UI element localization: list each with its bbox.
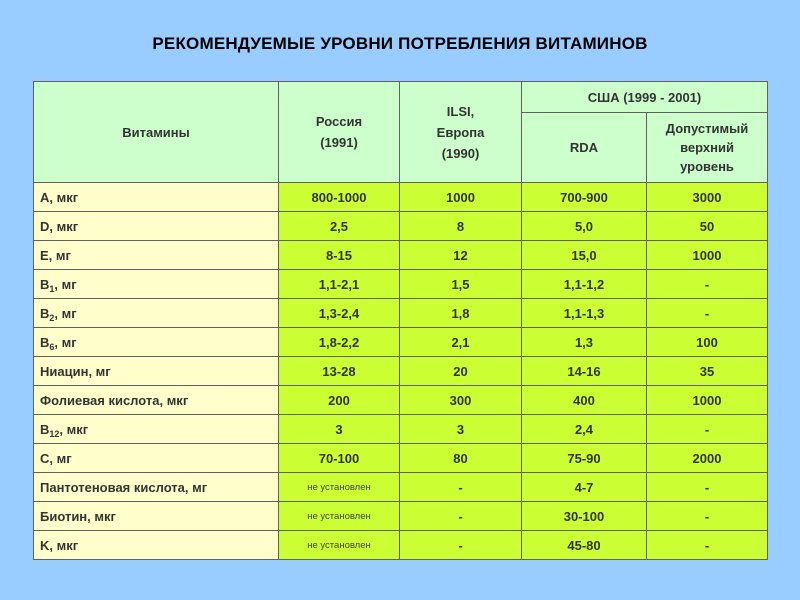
value-cell-rda: 1,1-1,2: [522, 270, 647, 299]
value-cell-russia: 1,1-2,1: [279, 270, 400, 299]
vitamin-name: K, мкг: [40, 537, 79, 553]
value-cell-ilsi: 1,5: [400, 270, 522, 299]
vitamin-unit: , мг: [54, 276, 77, 292]
header-russia-line: (1991): [320, 135, 358, 150]
header-ilsi-line: (1990): [441, 145, 480, 161]
header-rda: RDA: [522, 113, 647, 183]
vitamin-name: Биотин, мкг: [40, 508, 116, 524]
vitamin-name: Пантотеновая кислота, мг: [40, 479, 208, 495]
value-cell-ilsi: 3: [400, 415, 522, 444]
vitamin-name-cell: [34, 473, 279, 502]
value-cell-russia: 70-100: [279, 444, 400, 473]
value-cell-rda: 700-900: [522, 183, 647, 212]
vitamin-unit: , мг: [54, 334, 77, 350]
value-cell-ilsi: 1000: [400, 183, 522, 212]
vitamin-name-cell: [34, 502, 279, 531]
vitamin-table: [33, 81, 768, 560]
value-cell-upper: 3000: [647, 183, 768, 212]
vitamin-name-cell: [34, 270, 279, 299]
table-row: [34, 502, 768, 531]
page-title: РЕКОМЕНДУЕМЫЕ УРОВНИ ПОТРЕБЛЕНИЯ ВИТАМИНОВ: [152, 34, 648, 53]
table-row: [34, 212, 768, 241]
table-header: [34, 82, 768, 183]
value-cell-ilsi: 20: [400, 357, 522, 386]
table-row: [34, 444, 768, 473]
value-cell-ilsi: 300: [400, 386, 522, 415]
table-row: [34, 473, 768, 502]
table-row: [34, 415, 768, 444]
value-cell-rda: 1,3: [522, 328, 647, 357]
value-cell-russia: 2,5: [279, 212, 400, 241]
table-row: [34, 328, 768, 357]
value-cell-upper: 100: [647, 328, 768, 357]
vitamin-name: E, мг: [40, 247, 71, 263]
table-row: [34, 299, 768, 328]
header-russia-line: Россия: [315, 114, 363, 129]
value-cell-upper: 1000: [647, 241, 768, 270]
vitamin-name: Фолиевая кислота, мкг: [40, 392, 189, 408]
value-cell-rda: 15,0: [522, 241, 647, 270]
vitamin-name-cell: [34, 299, 279, 328]
header-vitamins: Витамины: [34, 82, 279, 183]
header-upper-line: Допустимый: [665, 121, 749, 136]
value-cell-rda: 45-80: [522, 531, 647, 560]
value-cell-ilsi: 12: [400, 241, 522, 270]
table-body: [34, 183, 768, 560]
value-cell-upper: -: [647, 415, 768, 444]
value-cell-upper: 1000: [647, 386, 768, 415]
vitamin-name-cell: [34, 212, 279, 241]
vitamin-name-cell: [34, 328, 279, 357]
value-cell-russia: 8-15: [279, 241, 400, 270]
vitamin-name: A, мкг: [40, 189, 79, 205]
value-cell-ilsi: 80: [400, 444, 522, 473]
value-cell-russia: не установлен: [279, 531, 400, 560]
value-cell-upper: -: [647, 531, 768, 560]
header-upper-line: уровень: [680, 159, 734, 174]
value-cell-russia: 3: [279, 415, 400, 444]
vitamin-name-cell: [34, 386, 279, 415]
value-cell-rda: 5,0: [522, 212, 647, 241]
value-cell-russia: 200: [279, 386, 400, 415]
value-cell-ilsi: 8: [400, 212, 522, 241]
header-ilsi: [400, 82, 522, 183]
vitamin-name: B: [40, 334, 50, 350]
value-cell-upper: -: [647, 270, 768, 299]
vitamin-subscript: 6: [49, 341, 55, 352]
value-cell-rda: 14-16: [522, 357, 647, 386]
value-cell-russia: не установлен: [279, 473, 400, 502]
value-cell-upper: 35: [647, 357, 768, 386]
vitamin-subscript: 1: [49, 283, 55, 294]
value-cell-rda: 1,1-1,3: [522, 299, 647, 328]
vitamin-name: Ниацин, мг: [40, 363, 111, 379]
value-cell-upper: -: [647, 473, 768, 502]
value-cell-ilsi: -: [400, 473, 522, 502]
header-upper: [647, 113, 768, 183]
value-cell-upper: -: [647, 502, 768, 531]
vitamin-name: B: [40, 305, 50, 321]
value-cell-rda: 400: [522, 386, 647, 415]
vitamin-name-cell: [34, 357, 279, 386]
vitamin-name: D, мкг: [40, 218, 79, 234]
value-cell-ilsi: 2,1: [400, 328, 522, 357]
value-cell-russia: 13-28: [279, 357, 400, 386]
table-row: [34, 241, 768, 270]
value-cell-rda: 30-100: [522, 502, 647, 531]
table-row: [34, 531, 768, 560]
vitamin-name-cell: [34, 415, 279, 444]
value-cell-ilsi: 1,8: [400, 299, 522, 328]
value-cell-russia: 1,8-2,2: [279, 328, 400, 357]
vitamin-name-cell: [34, 183, 279, 212]
value-cell-ilsi: -: [400, 531, 522, 560]
header-ilsi-line: ILSI,: [446, 103, 475, 119]
table-row: [34, 183, 768, 212]
value-cell-ilsi: -: [400, 502, 522, 531]
value-cell-upper: 2000: [647, 444, 768, 473]
vitamin-unit: , мг: [54, 305, 77, 321]
table-row: [34, 270, 768, 299]
vitamin-unit: , мкг: [59, 421, 89, 437]
header-russia: [279, 82, 400, 183]
table-row: [34, 357, 768, 386]
value-cell-rda: 4-7: [522, 473, 647, 502]
vitamin-name: B: [40, 276, 50, 292]
vitamin-name: B: [40, 421, 50, 437]
value-cell-russia: не установлен: [279, 502, 400, 531]
header-usa: США (1999 - 2001): [522, 82, 768, 113]
header-ilsi-line: Европа: [436, 124, 485, 140]
value-cell-upper: 50: [647, 212, 768, 241]
vitamin-name-cell: [34, 444, 279, 473]
header-upper-line: верхний: [680, 140, 734, 155]
vitamin-name-cell: [34, 241, 279, 270]
value-cell-upper: -: [647, 299, 768, 328]
value-cell-russia: 1,3-2,4: [279, 299, 400, 328]
value-cell-rda: 2,4: [522, 415, 647, 444]
value-cell-rda: 75-90: [522, 444, 647, 473]
vitamin-subscript: 12: [49, 428, 60, 439]
vitamin-name: C, мг: [40, 450, 72, 466]
vitamin-name-cell: [34, 531, 279, 560]
table-row: [34, 386, 768, 415]
value-cell-russia: 800-1000: [279, 183, 400, 212]
vitamin-subscript: 2: [49, 312, 55, 323]
